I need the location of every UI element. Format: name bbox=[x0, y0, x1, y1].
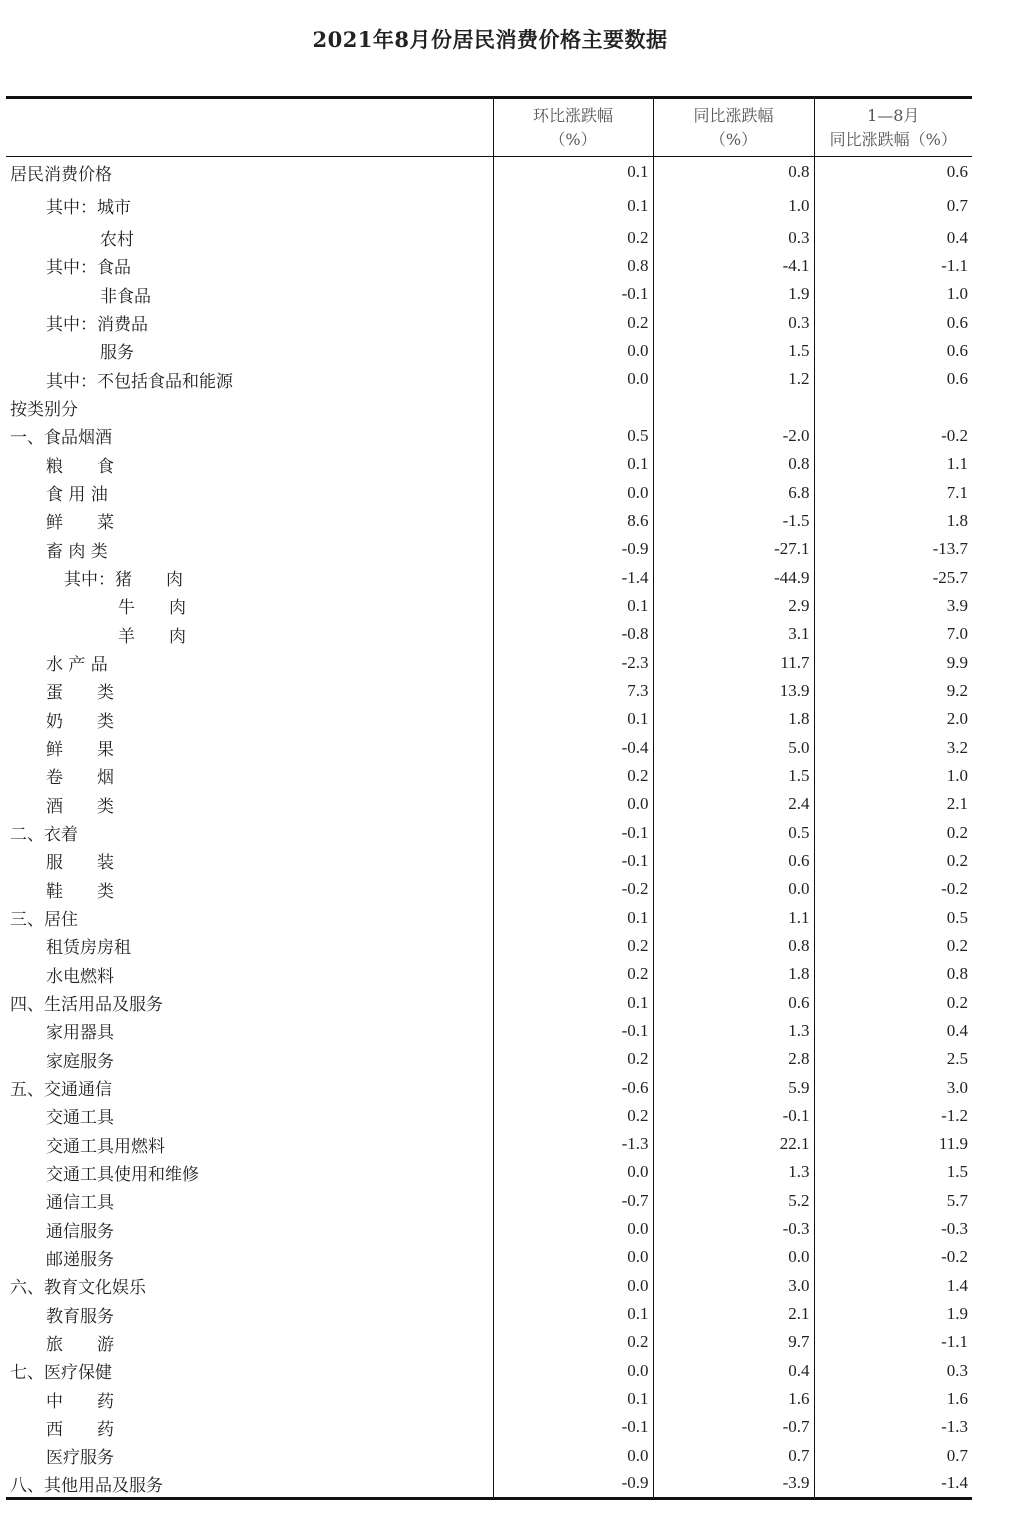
table-row bbox=[6, 818, 972, 846]
yoy-value: 0.3 bbox=[653, 308, 814, 336]
ytd-value: 7.0 bbox=[814, 620, 972, 648]
mom-value: 0.0 bbox=[493, 790, 653, 818]
ytd-value: 0.2 bbox=[814, 932, 972, 960]
table-row bbox=[6, 535, 972, 563]
ytd-value: 0.2 bbox=[814, 818, 972, 846]
header-ytd: 1—8月 同比涨跌幅（%） bbox=[814, 98, 972, 157]
row-label: 二、衣着 bbox=[10, 825, 78, 846]
mom-value: 0.2 bbox=[493, 308, 653, 336]
cpi-table bbox=[6, 96, 972, 1500]
ytd-value: 3.2 bbox=[814, 733, 972, 761]
mom-value: 8.6 bbox=[493, 507, 653, 535]
mom-value: -0.9 bbox=[493, 535, 653, 563]
table-row bbox=[6, 592, 972, 620]
ytd-value: 0.2 bbox=[814, 988, 972, 1016]
yoy-value: 0.0 bbox=[653, 875, 814, 903]
mom-value: 0.1 bbox=[493, 903, 653, 931]
row-label: 通信服务 bbox=[46, 1221, 114, 1242]
row-label: 家用器具 bbox=[46, 1023, 114, 1044]
table-row bbox=[6, 450, 972, 478]
yoy-value: 0.8 bbox=[653, 450, 814, 478]
mom-value: 0.1 bbox=[493, 157, 653, 188]
ytd-value: 0.4 bbox=[814, 224, 972, 252]
row-label: 医疗服务 bbox=[46, 1448, 114, 1469]
ytd-value: 2.0 bbox=[814, 705, 972, 733]
row-label: 交通工具使用和维修 bbox=[46, 1164, 199, 1185]
header-mom: 环比涨跌幅 （%） bbox=[493, 98, 653, 157]
mom-value: 0.1 bbox=[493, 988, 653, 1016]
ytd-value: 0.6 bbox=[814, 365, 972, 393]
row-label: 五、交通通信 bbox=[10, 1080, 112, 1100]
mom-value bbox=[493, 393, 653, 421]
table-row bbox=[6, 507, 972, 535]
row-label: 其中：不包括食品和能源 bbox=[46, 371, 233, 392]
ytd-value: -0.2 bbox=[814, 875, 972, 903]
ytd-value: 0.2 bbox=[814, 847, 972, 875]
mom-value: 0.8 bbox=[493, 252, 653, 280]
table-row bbox=[6, 337, 972, 365]
header-yoy: 同比涨跌幅 （%） bbox=[653, 98, 814, 157]
ytd-value: -0.3 bbox=[814, 1215, 972, 1243]
mom-value: -1.3 bbox=[493, 1130, 653, 1158]
row-label: 鞋 类 bbox=[46, 881, 114, 902]
ytd-value: 1.5 bbox=[814, 1158, 972, 1186]
ytd-value: 0.3 bbox=[814, 1357, 972, 1385]
row-label: 四、生活用品及服务 bbox=[10, 995, 163, 1016]
table-row bbox=[6, 1130, 972, 1158]
ytd-value: 1.9 bbox=[814, 1300, 972, 1328]
table-row bbox=[6, 932, 972, 960]
mom-value: -0.1 bbox=[493, 280, 653, 308]
mom-value: 0.0 bbox=[493, 1243, 653, 1271]
yoy-value: 5.0 bbox=[653, 733, 814, 761]
table-row bbox=[6, 1413, 972, 1441]
table-row bbox=[6, 960, 972, 988]
table-row bbox=[6, 422, 972, 450]
mom-value: 0.2 bbox=[493, 1328, 653, 1356]
ytd-value: -0.2 bbox=[814, 422, 972, 450]
table-row bbox=[6, 1045, 972, 1073]
row-label: 其中：食品 bbox=[46, 258, 131, 279]
mom-value: 0.5 bbox=[493, 422, 653, 450]
row-label: 一、食品烟酒 bbox=[10, 428, 112, 449]
table-row bbox=[6, 1187, 972, 1215]
row-label: 按类别分 bbox=[10, 400, 78, 421]
yoy-value bbox=[653, 393, 814, 421]
ytd-value: -25.7 bbox=[814, 563, 972, 591]
row-label: 粮 食 bbox=[46, 456, 114, 477]
table-row bbox=[6, 1215, 972, 1243]
mom-value: 0.2 bbox=[493, 1045, 653, 1073]
table-row bbox=[6, 1158, 972, 1186]
row-label: 七、医疗保健 bbox=[10, 1363, 112, 1384]
table-row bbox=[6, 1073, 972, 1101]
yoy-value: 1.2 bbox=[653, 365, 814, 393]
mom-value: 0.0 bbox=[493, 1357, 653, 1385]
row-label: 羊 肉 bbox=[118, 626, 186, 647]
ytd-value: 11.9 bbox=[814, 1130, 972, 1158]
yoy-value: 3.1 bbox=[653, 620, 814, 648]
mom-value: 0.0 bbox=[493, 1158, 653, 1186]
row-label: 邮递服务 bbox=[46, 1249, 114, 1270]
mom-value: -1.4 bbox=[493, 563, 653, 591]
row-label: 非食品 bbox=[100, 286, 151, 307]
mom-value: 0.1 bbox=[493, 1385, 653, 1413]
yoy-value: 2.1 bbox=[653, 1300, 814, 1328]
row-label: 中 药 bbox=[46, 1391, 114, 1412]
ytd-value: -1.3 bbox=[814, 1413, 972, 1441]
ytd-value: 0.6 bbox=[814, 308, 972, 336]
row-label: 交通工具 bbox=[46, 1108, 114, 1129]
ytd-value: -1.1 bbox=[814, 1328, 972, 1356]
row-label: 鲜 果 bbox=[46, 740, 114, 761]
table-row bbox=[6, 188, 972, 224]
row-label: 水 产 品 bbox=[46, 655, 108, 676]
row-label: 农村 bbox=[100, 230, 134, 251]
ytd-value: 1.8 bbox=[814, 507, 972, 535]
table-row bbox=[6, 847, 972, 875]
ytd-value: 5.7 bbox=[814, 1187, 972, 1215]
mom-value: 0.1 bbox=[493, 592, 653, 620]
yoy-value: 2.8 bbox=[653, 1045, 814, 1073]
table-row bbox=[6, 1017, 972, 1045]
mom-value: -0.7 bbox=[493, 1187, 653, 1215]
mom-value: -0.4 bbox=[493, 733, 653, 761]
yoy-value: 5.2 bbox=[653, 1187, 814, 1215]
row-label: 畜 肉 类 bbox=[46, 541, 108, 562]
ytd-value: 1.6 bbox=[814, 1385, 972, 1413]
yoy-value: 5.9 bbox=[653, 1073, 814, 1101]
yoy-value: -27.1 bbox=[653, 535, 814, 563]
mom-value: 0.0 bbox=[493, 1442, 653, 1470]
yoy-value: 3.0 bbox=[653, 1272, 814, 1300]
mom-value: 0.0 bbox=[493, 365, 653, 393]
ytd-value: 0.8 bbox=[814, 960, 972, 988]
table-row bbox=[6, 478, 972, 506]
mom-value: 0.0 bbox=[493, 478, 653, 506]
row-label: 蛋 类 bbox=[46, 683, 114, 704]
mom-value: -0.1 bbox=[493, 818, 653, 846]
table-row bbox=[6, 875, 972, 903]
mom-value: 0.1 bbox=[493, 450, 653, 478]
yoy-value: 1.3 bbox=[653, 1158, 814, 1186]
table-header-row bbox=[6, 98, 972, 157]
table-row bbox=[6, 1300, 972, 1328]
yoy-value: 11.7 bbox=[653, 648, 814, 676]
mom-value: -0.9 bbox=[493, 1470, 653, 1498]
yoy-value: 0.5 bbox=[653, 818, 814, 846]
row-label: 服 装 bbox=[46, 853, 114, 874]
mom-value: -0.6 bbox=[493, 1073, 653, 1101]
row-label: 卷 烟 bbox=[46, 768, 114, 789]
ytd-value bbox=[814, 393, 972, 421]
yoy-value: 13.9 bbox=[653, 677, 814, 705]
row-label: 教育服务 bbox=[46, 1306, 114, 1327]
yoy-value: 0.8 bbox=[653, 932, 814, 960]
table-row bbox=[6, 620, 972, 648]
yoy-value: 0.8 bbox=[653, 157, 814, 188]
yoy-value: 1.0 bbox=[653, 188, 814, 224]
table-row bbox=[6, 648, 972, 676]
row-label: 酒 类 bbox=[46, 796, 114, 817]
ytd-value: 9.2 bbox=[814, 677, 972, 705]
yoy-value: 1.3 bbox=[653, 1017, 814, 1045]
table-row bbox=[6, 563, 972, 591]
table-row bbox=[6, 903, 972, 931]
table-row bbox=[6, 308, 972, 336]
ytd-value: 0.7 bbox=[814, 1442, 972, 1470]
mom-value: 0.1 bbox=[493, 705, 653, 733]
table-row bbox=[6, 1470, 972, 1498]
ytd-value: 3.9 bbox=[814, 592, 972, 620]
ytd-value: -1.1 bbox=[814, 252, 972, 280]
mom-value: 7.3 bbox=[493, 677, 653, 705]
mom-value: 0.2 bbox=[493, 960, 653, 988]
row-label: 交通工具用燃料 bbox=[46, 1136, 165, 1157]
mom-value: 0.0 bbox=[493, 337, 653, 365]
ytd-value: 1.0 bbox=[814, 762, 972, 790]
yoy-value: -0.1 bbox=[653, 1102, 814, 1130]
yoy-value: -3.9 bbox=[653, 1470, 814, 1498]
header-item bbox=[6, 98, 493, 157]
mom-value: -0.1 bbox=[493, 847, 653, 875]
ytd-value: 7.1 bbox=[814, 478, 972, 506]
table-row bbox=[6, 280, 972, 308]
table-row bbox=[6, 252, 972, 280]
row-label: 水电燃料 bbox=[46, 966, 114, 987]
yoy-value: 0.0 bbox=[653, 1243, 814, 1271]
table-row bbox=[6, 1102, 972, 1130]
yoy-value: 0.4 bbox=[653, 1357, 814, 1385]
row-label: 通信工具 bbox=[46, 1193, 114, 1214]
yoy-value: 2.4 bbox=[653, 790, 814, 818]
mom-value: -0.8 bbox=[493, 620, 653, 648]
table-row bbox=[6, 762, 972, 790]
row-label: 旅 游 bbox=[46, 1334, 114, 1355]
mom-value: 0.2 bbox=[493, 1102, 653, 1130]
row-label: 其中：消费品 bbox=[46, 315, 148, 336]
ytd-value: -1.4 bbox=[814, 1470, 972, 1498]
yoy-value: -0.7 bbox=[653, 1413, 814, 1441]
row-label: 服务 bbox=[100, 343, 134, 364]
yoy-value: 22.1 bbox=[653, 1130, 814, 1158]
yoy-value: -4.1 bbox=[653, 252, 814, 280]
page-title: 2021年8月份居民消费价格主要数据 bbox=[312, 27, 668, 52]
table-row bbox=[6, 1442, 972, 1470]
mom-value: 0.2 bbox=[493, 762, 653, 790]
ytd-value: 0.6 bbox=[814, 157, 972, 188]
mom-value: -0.1 bbox=[493, 1413, 653, 1441]
table-row bbox=[6, 790, 972, 818]
table-row bbox=[6, 733, 972, 761]
table-row bbox=[6, 1272, 972, 1300]
yoy-value: 9.7 bbox=[653, 1328, 814, 1356]
row-label: 西 药 bbox=[46, 1419, 114, 1440]
table-row bbox=[6, 705, 972, 733]
table-row bbox=[6, 157, 972, 188]
ytd-value: 0.6 bbox=[814, 337, 972, 365]
yoy-value: 0.3 bbox=[653, 224, 814, 252]
ytd-value: 3.0 bbox=[814, 1073, 972, 1101]
table-row bbox=[6, 224, 972, 252]
ytd-value: -13.7 bbox=[814, 535, 972, 563]
row-label: 八、其他用品及服务 bbox=[6, 1470, 493, 1498]
row-label: 食 用 油 bbox=[46, 485, 108, 506]
yoy-value: 1.8 bbox=[653, 705, 814, 733]
yoy-value: -44.9 bbox=[653, 563, 814, 591]
ytd-value: 1.0 bbox=[814, 280, 972, 308]
table-row bbox=[6, 1357, 972, 1385]
yoy-value: 1.5 bbox=[653, 762, 814, 790]
table-row bbox=[6, 393, 972, 421]
mom-value: -0.1 bbox=[493, 1017, 653, 1045]
yoy-value: 0.6 bbox=[653, 847, 814, 875]
ytd-value: 2.5 bbox=[814, 1045, 972, 1073]
mom-value: -2.3 bbox=[493, 648, 653, 676]
row-label: 牛 肉 bbox=[118, 598, 186, 619]
mom-value: 0.2 bbox=[493, 932, 653, 960]
yoy-value: -1.5 bbox=[653, 507, 814, 535]
ytd-value: 0.7 bbox=[814, 188, 972, 224]
row-label: 租赁房房租 bbox=[46, 938, 131, 959]
row-label: 居民消费价格 bbox=[10, 164, 112, 185]
row-label: 六、教育文化娱乐 bbox=[10, 1278, 146, 1299]
mom-value: 0.1 bbox=[493, 1300, 653, 1328]
yoy-value: 6.8 bbox=[653, 478, 814, 506]
table-row bbox=[6, 365, 972, 393]
row-label: 家庭服务 bbox=[46, 1051, 114, 1072]
table-row bbox=[6, 677, 972, 705]
table-body bbox=[6, 157, 972, 1499]
yoy-value: 0.6 bbox=[653, 988, 814, 1016]
ytd-value: 1.1 bbox=[814, 450, 972, 478]
ytd-value: 1.4 bbox=[814, 1272, 972, 1300]
ytd-value: 0.4 bbox=[814, 1017, 972, 1045]
row-label: 奶 类 bbox=[46, 711, 114, 732]
ytd-value: -0.2 bbox=[814, 1243, 972, 1271]
mom-value: 0.0 bbox=[493, 1215, 653, 1243]
table-row bbox=[6, 988, 972, 1016]
yoy-value: 1.6 bbox=[653, 1385, 814, 1413]
yoy-value: 1.8 bbox=[653, 960, 814, 988]
ytd-value: 9.9 bbox=[814, 648, 972, 676]
yoy-value: -0.3 bbox=[653, 1215, 814, 1243]
table-row bbox=[6, 1328, 972, 1356]
row-label: 其中：城市 bbox=[46, 198, 131, 218]
yoy-value: 1.1 bbox=[653, 903, 814, 931]
yoy-value: 2.9 bbox=[653, 592, 814, 620]
mom-value: 0.1 bbox=[493, 188, 653, 224]
ytd-value: 0.5 bbox=[814, 903, 972, 931]
mom-value: 0.2 bbox=[493, 224, 653, 252]
table-row bbox=[6, 1243, 972, 1271]
yoy-value: 1.5 bbox=[653, 337, 814, 365]
row-label: 鲜 菜 bbox=[46, 513, 114, 534]
mom-value: -0.2 bbox=[493, 875, 653, 903]
table-row bbox=[6, 1385, 972, 1413]
yoy-value: 1.9 bbox=[653, 280, 814, 308]
yoy-value: -2.0 bbox=[653, 422, 814, 450]
ytd-value: 2.1 bbox=[814, 790, 972, 818]
yoy-value: 0.7 bbox=[653, 1442, 814, 1470]
mom-value: 0.0 bbox=[493, 1272, 653, 1300]
row-label: 其中：猪 肉 bbox=[64, 570, 183, 591]
row-label: 三、居住 bbox=[10, 910, 78, 931]
ytd-value: -1.2 bbox=[814, 1102, 972, 1130]
